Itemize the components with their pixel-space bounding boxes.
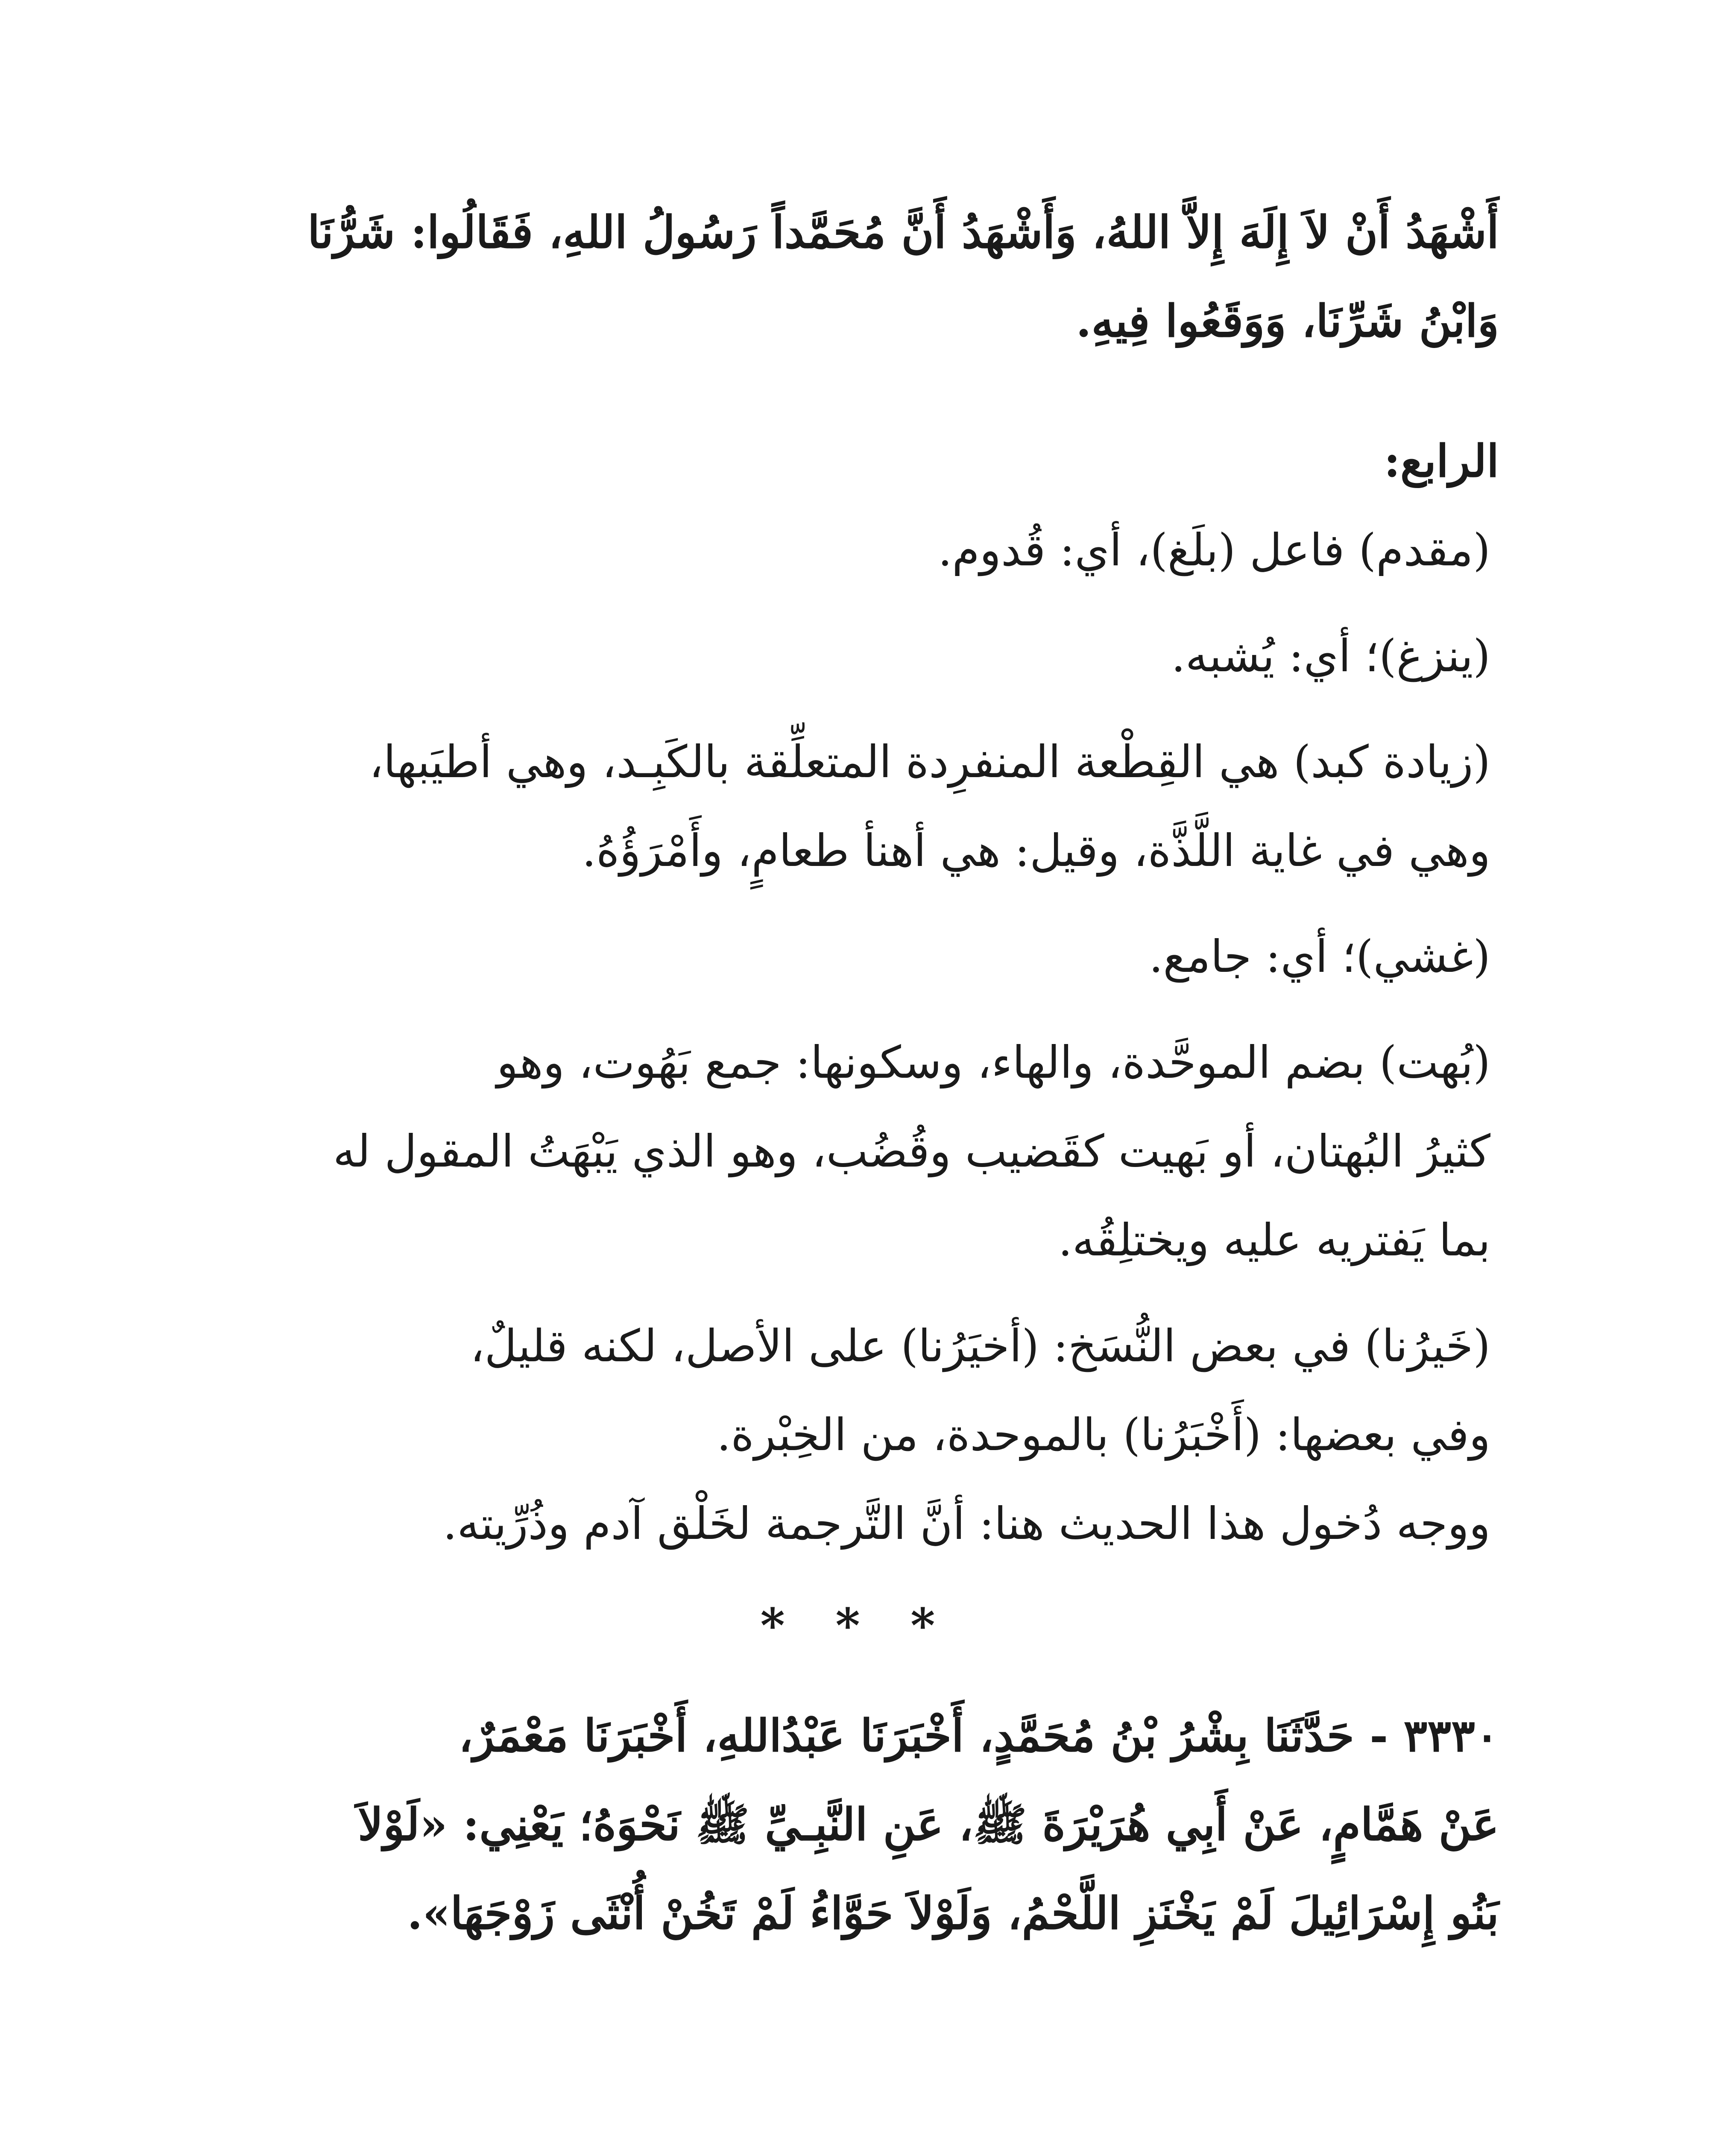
note-line: (بُهت) بضم الموحَّدة، والهاء، وسكونها: جمع بَهُوت، وهو xyxy=(497,1036,1490,1088)
section-title: الرابع: xyxy=(1384,435,1499,487)
note-line: كثيرُ البُهتان، أو بَهيت كقَضيب وقُضُب، وهو الذي يَبْهَتُ المقول له xyxy=(333,1125,1490,1177)
note-line: وهي في غاية اللَّذَّة، وقيل: هي أهنأ طعامٍ، وأَمْرَؤُهُ. xyxy=(582,825,1490,877)
note-paragraph xyxy=(214,1479,1499,1568)
hadith-line-1: ٣٣٣٠ - حَدَّثَنَا بِشْرُ بْنُ مُحَمَّدٍ، أَخْبَرَنَا عَبْدُاللهِ، أَخْبَرَنَا مَعْمَرٌ، xyxy=(458,1709,1499,1762)
note-paragraph xyxy=(214,912,1499,1001)
note-paragraph xyxy=(214,1018,1499,1284)
note-line: وفي بعضها: (أَخْبَرُنا) بالموحدة، من الخِبْرة. xyxy=(717,1409,1490,1461)
note-paragraph xyxy=(214,1301,1499,1479)
note-line: (غشي)؛ أي: جامع. xyxy=(1149,930,1490,983)
section-separator: * * * xyxy=(760,1598,952,1653)
note-paragraph xyxy=(214,506,1499,594)
note-line: (ينزغ)؛ أي: يُشبه. xyxy=(1171,630,1490,682)
note-paragraph xyxy=(214,611,1499,700)
note-line: (زيادة كبد) هي القِطْعة المنفرِدة المتعلِّقة بالكَبِـد، وهي أطيَبها، xyxy=(369,736,1490,788)
hadith-line-2: عَنْ هَمَّامٍ، عَنْ أَبِي هُرَيْرَةَ ﷺ، عَنِ النَّبِـيِّ ﷺ نَحْوَهُ؛ يَعْنِي: «لَوْلاَ xyxy=(357,1798,1499,1851)
note-line: بما يَفتريه عليه ويختلِقُه. xyxy=(1058,1214,1490,1266)
note-line: (مقدم) فاعل (بلَغ)، أي: قُدوم. xyxy=(938,524,1490,576)
intro-line-1: أَشْهَدُ أَنْ لاَ إِلَهَ إِلاَّ اللهُ، وَأَشْهَدُ أَنَّ مُحَمَّداً رَسُولُ اللهِ، فَقَالُوا: شَرُّنَا xyxy=(307,206,1499,258)
page-content xyxy=(214,188,1499,1958)
note-paragraph xyxy=(214,717,1499,895)
hadith-line-3: بَنُو إِسْرَائِيلَ لَمْ يَخْنَزِ اللَّحْمُ، وَلَوْلاَ حَوَّاءُ لَمْ تَخُنْ أُنْثَى زَوْجَهَا». xyxy=(407,1887,1499,1939)
intro-line-2: وَابْنُ شَرِّنَا، وَوَقَعُوا فِيهِ. xyxy=(1076,295,1499,347)
hadith-block xyxy=(214,1691,1499,1958)
note-line: ووجه دُخول هذا الحديث هنا: أنَّ التَّرجمة لخَلْق آدم وذُرِّيته. xyxy=(443,1497,1490,1550)
note-line: (خَيرُنا) في بعض النُّسَخ: (أخيَرُنا) على الأصل، لكنه قليلٌ، xyxy=(470,1320,1490,1372)
